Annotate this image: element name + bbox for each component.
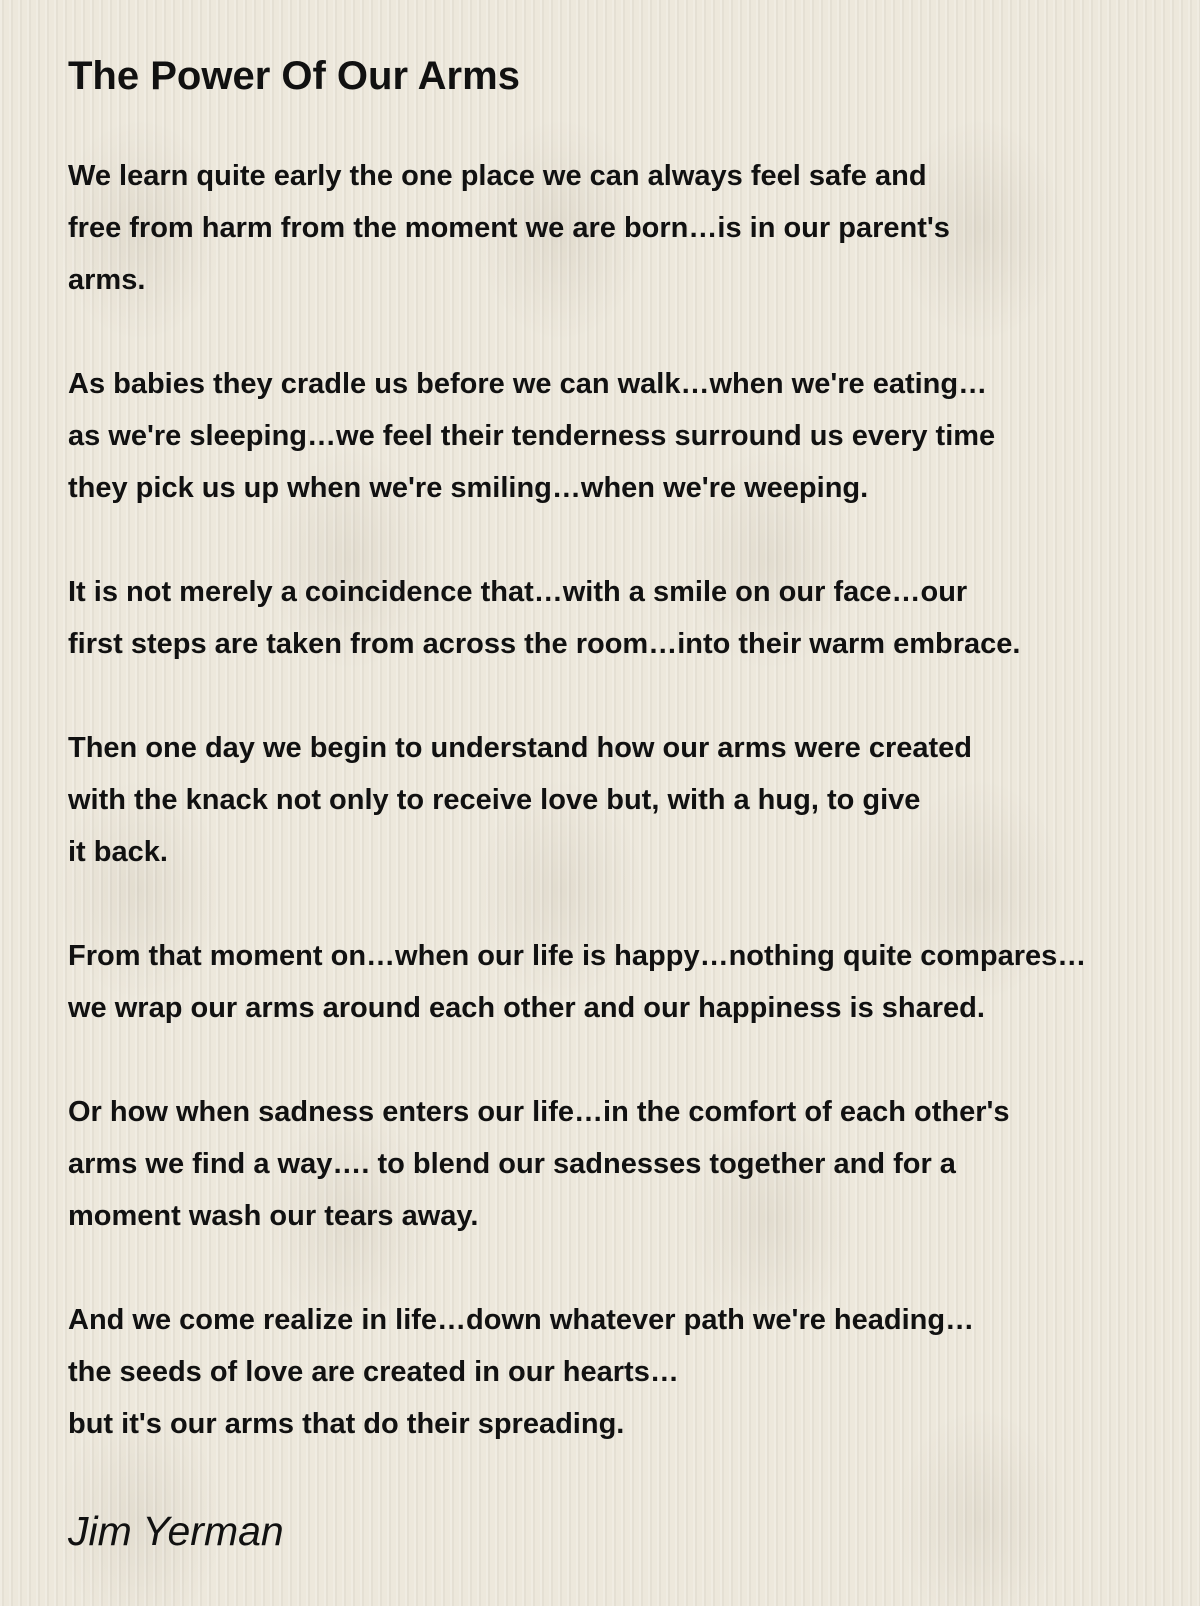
poem-line: We learn quite early the one place we can always feel safe and	[68, 160, 927, 192]
stanza-7	[68, 1294, 974, 1450]
poem-author: Jim Yerman	[68, 1508, 284, 1554]
poem-line: moment wash our tears away.	[68, 1200, 479, 1232]
poem-line: with the knack not only to receive love but, with a hug, to give	[68, 784, 921, 816]
poem-line: the seeds of love are created in our hearts…	[68, 1356, 679, 1388]
poem-line: arms.	[68, 264, 146, 296]
poem-line: they pick us up when we're smiling…when we're weeping.	[68, 472, 869, 504]
poem-line: Or how when sadness enters our life…in the comfort of each other's	[68, 1096, 1010, 1128]
stanza-1	[68, 150, 950, 306]
stanza-4	[68, 722, 972, 878]
stanza-3	[68, 566, 1020, 670]
stanza-5	[68, 930, 1086, 1034]
poem-line: first steps are taken from across the room…into their warm embrace.	[68, 628, 1021, 660]
poem-line: From that moment on…when our life is happy…nothing quite compares…	[68, 940, 1087, 972]
stanza-2	[68, 358, 995, 514]
poem-line: but it's our arms that do their spreading.	[68, 1408, 625, 1440]
poem-line: as we're sleeping…we feel their tenderness surround us every time	[68, 420, 996, 452]
stanza-6	[68, 1086, 1010, 1242]
poem-line: arms we find a way…. to blend our sadnesses together and for a	[68, 1148, 956, 1180]
poem-line: And we come realize in life…down whatever path we're heading…	[68, 1304, 975, 1336]
poem-line: As babies they cradle us before we can walk…when we're eating…	[68, 368, 988, 400]
poem-line: we wrap our arms around each other and our happiness is shared.	[68, 992, 985, 1024]
poem-line: Then one day we begin to understand how our arms were created	[68, 732, 973, 764]
poem-line: free from harm from the moment we are born…is in our parent's	[68, 212, 950, 244]
poem-line: it back.	[68, 836, 168, 868]
poem-line: It is not merely a coincidence that…with a smile on our face…our	[68, 576, 968, 608]
poem-title: The Power Of Our Arms	[68, 54, 520, 98]
